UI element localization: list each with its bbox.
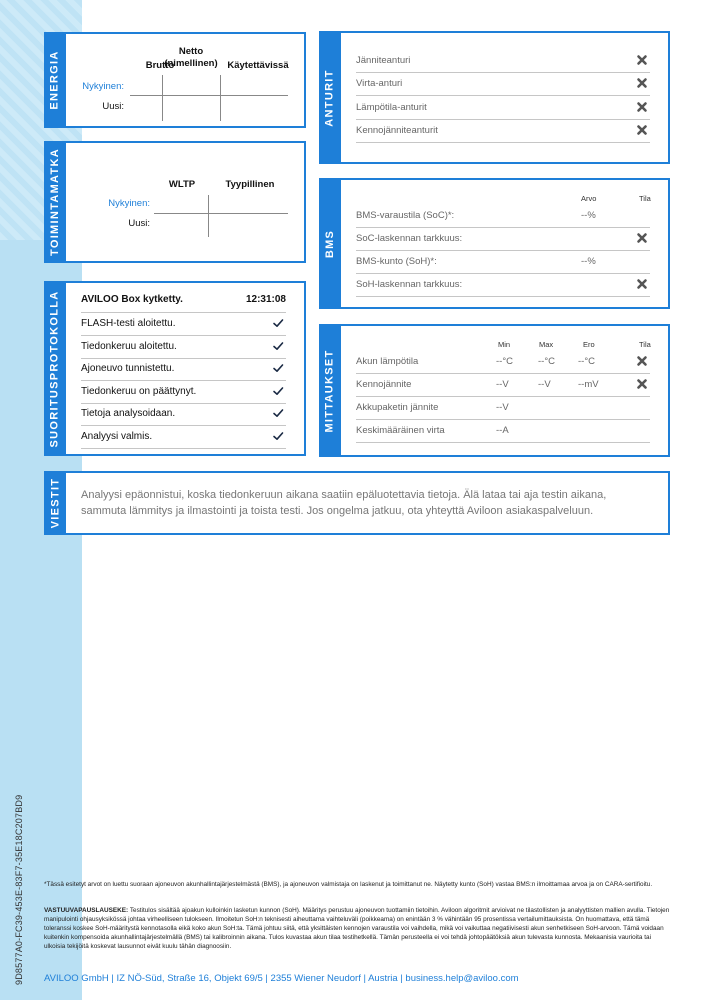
check-icon [272, 429, 286, 443]
document-id: 9D8577A0-FC39-453E-83F7-35E18C207BD9 [14, 794, 24, 985]
protocol-step [81, 426, 286, 449]
cross-icon [636, 100, 650, 114]
measure-min: --A [496, 425, 509, 436]
cross-icon [636, 277, 650, 291]
measure-row [356, 374, 650, 397]
col-max: Max [539, 340, 554, 349]
sensor-label: Lämpötila-anturit [356, 101, 427, 113]
measure-min: --V [496, 402, 509, 413]
protocol-step-label: Tietoja analysoidaan. [81, 408, 176, 419]
check-icon [272, 361, 286, 375]
footer: AVILOO GmbH | IZ NÖ-Süd, Straße 16, Objekt 69/5 | 2355 Wiener Neudorf | Austria | business.help@aviloo.com [44, 973, 519, 984]
suoritusprotokolla-title: SUORITUSPROTOKOLLA [49, 289, 62, 448]
bms-title: BMS [324, 229, 337, 258]
protocol-step [81, 336, 286, 359]
protocol-header-label: AVILOO Box kytketty. [81, 294, 183, 305]
viestit-message: Analyysi epäonnistui, koska tiedonkeruun aikana saatiin epäluotettavia tietoja. Älä lataa tai aja testin aikana, sammuta lämmitys ja ilmastointi ja toista testi. Jos ongelma jatkuu, ota yhteyttä Aviloon asiakaspalveluun. [81, 489, 607, 517]
measure-min: --V [496, 379, 509, 390]
disclaimer-text: Testitulos sisältää ajoakun kulloinkin lasketun kunnon (SoH). Määritys perustuu ajoneuvon tuottamiin tietoihin. Aviloon algoritmit arvioivat ne tilastollisten ja analyyttisten mallien avulla. Tietojen manipulointi ohjausyksikössä johtaa virheelliseen tulokseen. Ilmoitetun SoH:n teknisesti aiheuttama vaihteluväli (poikkeama) on enintään 3 % vähintään 95 prosentissa vertailumittauksista. On huomattava, että tämä toleranssi koskee SoH-määritystä kennotasolla eikä koko akun SoH:ta. Tämä johtuu siitä, että yksittäisten kennojen varaustila voi vaihdella, mikä voi vaikuttaa negatiivisesti akun senhetkiseen SoH-arvoon. Tämä voidaan kuitenkin kompensoida akunhallintajärjestelmällä (BMS) tai kalibroinnin aikana. Tulos kuvastaa akun tilaa testihetkellä. Tämän perusteella ei voi tehdä johtopäätöksiä akun tulevasta kunnosta. Mekaanisia vaurioita tai ulkoisia tekijöitä koskevat lausunnot eivät kuulu tähän diagnoosiin. [44, 907, 670, 950]
footer-company: AVILOO GmbH [44, 973, 109, 984]
measure-max: --V [538, 379, 551, 390]
bms-col-arvo: Arvo [581, 194, 597, 203]
measure-row [356, 351, 650, 374]
bms-tab [319, 178, 341, 309]
mittaukset-panel [319, 324, 670, 457]
measure-row [356, 397, 650, 420]
cross-icon [636, 53, 650, 67]
cross-icon [636, 354, 650, 368]
mittaukset-title: MITTAUKSET [324, 348, 337, 433]
anturit-panel [319, 31, 670, 164]
suoritusprotokolla-panel [44, 281, 306, 456]
footer-city: 2355 Wiener Neudorf [270, 973, 361, 984]
anturit-tab [319, 31, 341, 164]
suoritusprotokolla-tab [44, 281, 66, 456]
cross-icon [636, 231, 650, 245]
measure-label: Keskimääräinen virta [356, 425, 445, 436]
bms-panel [319, 178, 670, 309]
check-icon [272, 316, 286, 330]
measure-label: Akkupaketin jännite [356, 402, 439, 413]
cross-icon [636, 123, 650, 137]
col-wltp: WLTP [168, 179, 196, 190]
measure-min: --°C [496, 356, 513, 367]
measure-ero: --°C [578, 356, 595, 367]
energia-title: ENERGIA [49, 50, 61, 110]
footer-address: IZ NÖ-Süd, Straße 16, Objekt 69/5 [116, 973, 263, 984]
bms-row-value: --% [581, 210, 596, 221]
row-nykyinen-label: Nykyinen: [82, 81, 124, 92]
energia-panel [44, 32, 306, 128]
col-ero: Ero [583, 340, 595, 349]
bms-row-value: --% [581, 256, 596, 267]
col-brutto: Brutto [145, 60, 175, 71]
anturit-title: ANTURIT [324, 68, 336, 127]
sensor-label: Jänniteanturi [356, 55, 411, 66]
toimintamatka-tab [44, 141, 66, 263]
col-min: Min [498, 340, 511, 349]
bms-row-label: BMS-kunto (SoH)*: [356, 256, 437, 267]
col-netto: Netto (nimellinen) [164, 46, 218, 69]
toimintamatka-title: TOIMINTAMATKA [49, 148, 62, 256]
check-icon [272, 406, 286, 420]
bms-row [356, 205, 650, 228]
footer-country: Austria [368, 973, 398, 984]
energia-tab [44, 32, 66, 128]
protocol-step-label: Tiedonkeruu aloitettu. [81, 340, 177, 352]
bms-col-tila: Tila [639, 194, 651, 203]
measure-max: --°C [538, 356, 555, 367]
protocol-header-time: 12:31:08 [245, 294, 286, 305]
measure-label: Kennojännite [356, 379, 412, 390]
protocol-step-label: Analyysi valmis. [81, 430, 153, 442]
sensor-row [356, 120, 650, 143]
cross-icon [636, 377, 650, 391]
bms-row [356, 251, 650, 274]
measure-label: Akun lämpötila [356, 356, 419, 367]
protocol-step-label: Tiedonkeruu on päättynyt. [81, 385, 197, 397]
protocol-step [81, 313, 286, 336]
protocol-step [81, 381, 286, 404]
viestit-title: VIESTIT [49, 477, 62, 529]
viestit-tab [44, 471, 66, 535]
toimintamatka-panel [44, 141, 306, 263]
footnote-bms: *Tässä esitetyt arvot on luettu suoraan ajoneuvon akunhallintajärjestelmästä (BMS), ja ajoneuvon valmistaja on laskenut ja toimittanut ne. Näytetty kunto (SoH) vastaa BMS:n ilmoittamaa arvoa ja on CARA-sertifioitu. [44, 881, 653, 888]
measure-row [356, 420, 650, 443]
range-nykyinen-label: Nykyinen: [108, 198, 150, 209]
col-kaytettavissa: Käytettävissä [227, 60, 289, 71]
protocol-step-label: Ajoneuvo tunnistettu. [81, 363, 175, 374]
sensor-label: Virta-anturi [356, 78, 403, 90]
sensor-row [356, 73, 650, 96]
viestit-panel [44, 471, 670, 535]
check-icon [272, 384, 286, 398]
bms-row-label: BMS-varaustila (SoC)*: [356, 210, 455, 221]
range-uusi-label: Uusi: [128, 218, 150, 229]
check-icon [272, 339, 286, 353]
protocol-step [81, 358, 286, 381]
disclaimer-title: VASTUUVAPAUSLAUSEKE: [44, 907, 129, 914]
bms-row [356, 274, 650, 297]
disclaimer [44, 906, 670, 951]
row-uusi-label: Uusi: [102, 101, 124, 112]
sensor-row [356, 97, 650, 120]
bms-row-label: SoH-laskennan tarkkuus: [356, 279, 463, 290]
footer-email[interactable]: business.help@aviloo.com [405, 973, 519, 984]
measure-ero: --mV [578, 379, 599, 390]
sensor-row [356, 50, 650, 73]
bms-row [356, 228, 650, 251]
col-tila: Tila [639, 340, 651, 349]
protocol-step [81, 403, 286, 426]
bms-row-label: SoC-laskennan tarkkuus: [356, 233, 463, 244]
protocol-step-label: FLASH-testi aloitettu. [81, 318, 176, 329]
mittaukset-tab [319, 324, 341, 457]
cross-icon [636, 76, 650, 90]
col-tyypillinen: Tyypillinen [225, 179, 275, 190]
sensor-label: Kennojänniteanturit [356, 124, 438, 136]
protocol-header [81, 293, 286, 313]
